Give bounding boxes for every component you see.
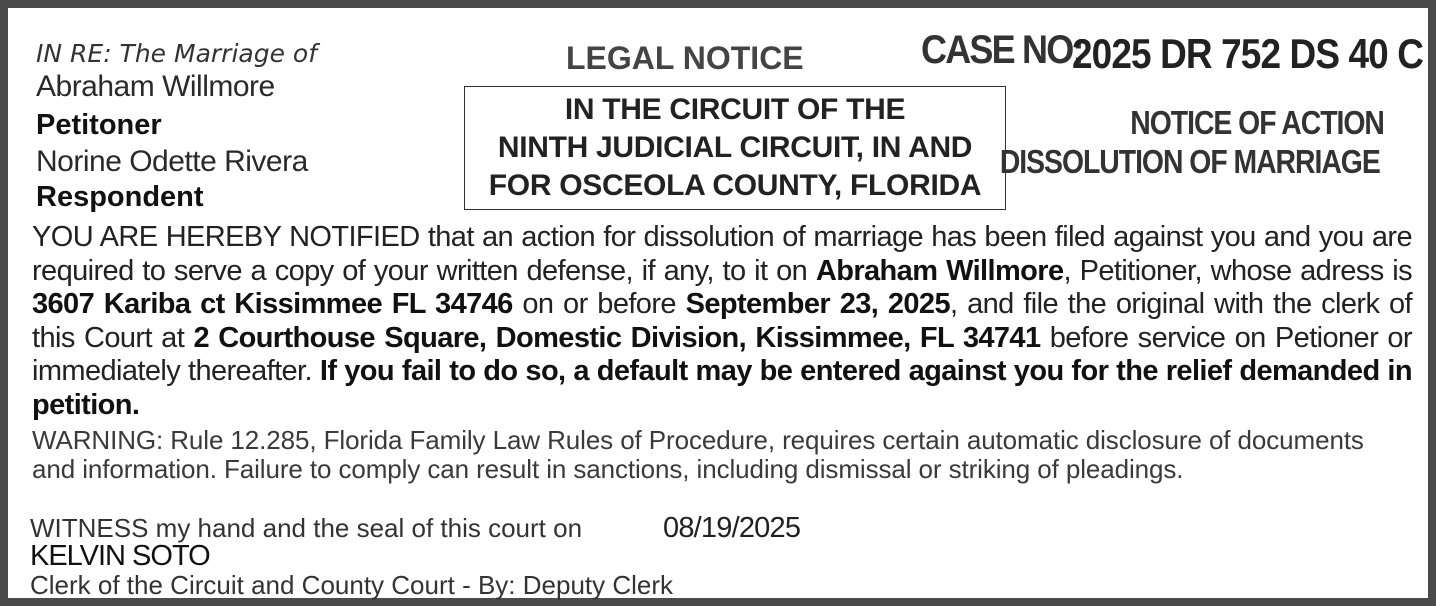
clerk-title: Clerk of the Circuit and County Court - By: Deputy Clerk [30, 570, 674, 600]
court-line: NINTH JUDICIAL CIRCUIT, IN AND [497, 131, 973, 164]
petitioner-name: Abraham Willmore [36, 70, 275, 103]
court-line: IN THE CIRCUIT OF THE [564, 93, 906, 126]
petitioner-role: Petitoner [36, 109, 162, 141]
court-line: FOR OSCEOLA COUNTY, FLORIDA [488, 169, 982, 202]
notice-text: on or before [512, 288, 686, 320]
notice-text: , and file the original with the clerk of this Court at [32, 288, 1413, 354]
notice-title: LEGAL NOTICE [566, 40, 804, 76]
clerk-name: KELVIN SOTO [30, 540, 210, 572]
response-deadline: September 23, 2025 [685, 288, 950, 320]
witness-date: 08/19/2025 [663, 512, 801, 544]
petitioner-address: 3607 Kariba ct Kissimmee FL 34746 [32, 288, 513, 320]
petitioner-name-inline: Abraham Willmore [815, 254, 1064, 287]
default-warning: If you fail to do so, a default may be entered against you for the relief demanded in petition. [32, 355, 1413, 421]
disclosure-warning: WARNING: Rule 12.285, Florida Family Law Rules of Procedure, requires certain automatic disclosure of documents and information. Failure to comply can result in sanctions, including dismissal or striking of pleadings. [32, 425, 1364, 484]
notice-text: , Petitioner, whose adress is [1063, 254, 1413, 287]
notice-text: YOU ARE HEREBY NOTIFIED that an action for dissolution of marriage has been filed against you and you are required to serve a copy of your written defense, if any, to it on [32, 221, 1412, 287]
respondent-name: Norine Odette Rivera [36, 145, 308, 178]
notice-body [32, 221, 1412, 422]
case-number: 2025 DR 752 DS 40 C [1072, 30, 1424, 77]
notice-text: before service on Petioner or immediately thereafter. [32, 321, 1412, 387]
action-type-line: NOTICE OF ACTION [1130, 104, 1384, 141]
court-box [464, 86, 1006, 210]
action-type-line: DISSOLUTION OF MARRIAGE [1000, 143, 1380, 180]
respondent-role: Respondent [36, 181, 204, 213]
witness-statement: WITNESS my hand and the seal of this court on [30, 513, 583, 543]
in-re-caption: IN RE: The Marriage of [36, 39, 318, 68]
case-number-label: CASE NO: [921, 28, 1083, 72]
court-address: 2 Courthouse Square, Domestic Division, Kissimmee, FL 34741 [193, 321, 1041, 354]
